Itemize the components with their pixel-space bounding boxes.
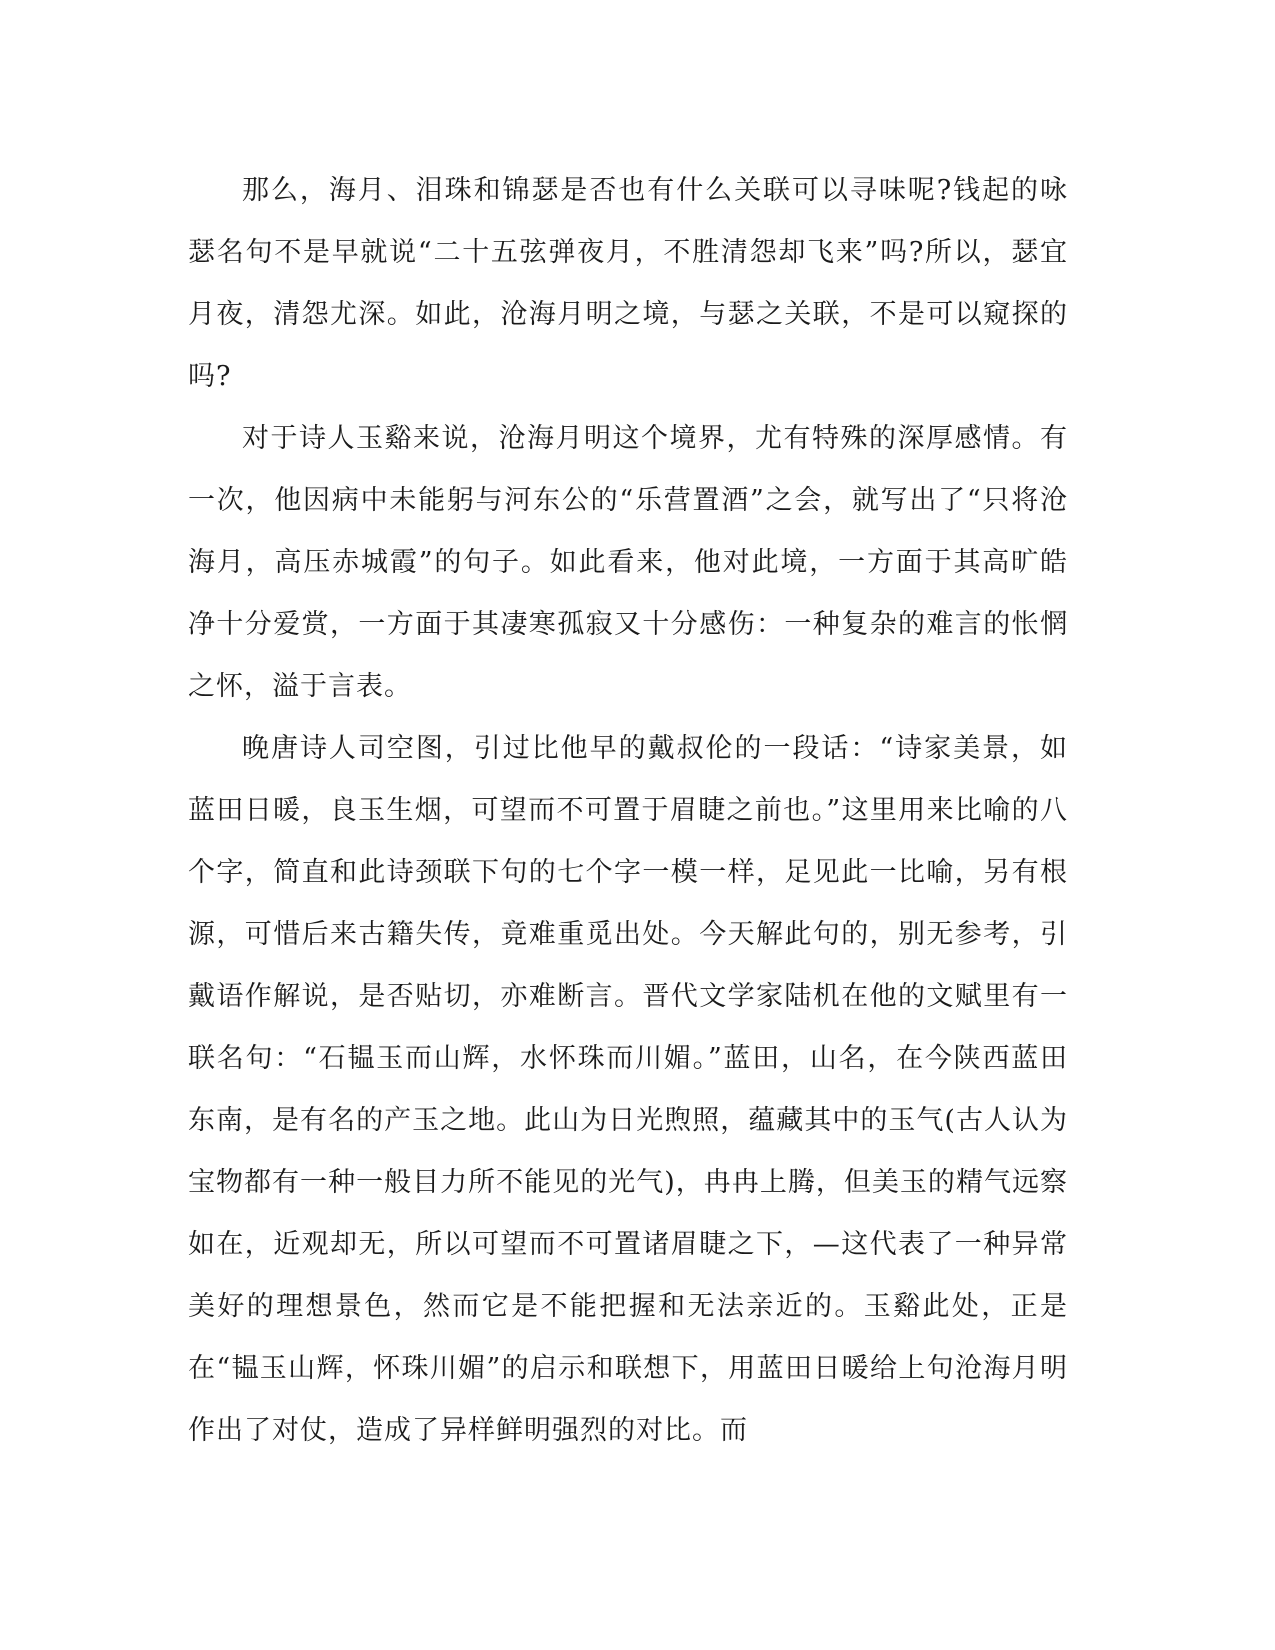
paragraph-3: 晚唐诗人司空图，引过比他早的戴叔伦的一段话：“诗家美景，如蓝田日暖，良玉生烟，可望而不可置于眉睫之前也。”这里用来比喻的八个字，简直和此诗颈联下句的七个字一模一样，足见此一比喻，另有根源，可惜后来古籍失传，竟难重觅出处。今天解此句的，别无参考，引戴语作解说，是否贴切，亦难断言。晋代文学家陆机在他的文赋里有一联名句：“石韫玉而山辉，水怀珠而川媚。”蓝田，山名，在今陕西蓝田东南，是有名的产玉之地。此山为日光煦照，蕴藏其中的玉气(古人认为宝物都有一种一般目力所不能见的光气)，冉冉上腾，但美玉的精气远察如在，近观却无，所以可望而不可置诸眉睫之下，—这代表了一种异常美好的理想景色，然而它是不能把握和无法亲近的。玉谿此处，正是在“韫玉山辉，怀珠川媚”的启示和联想下，用蓝田日暖给上句沧海月明作出了对仗，造成了异样鲜明强烈的对比。而: [188, 733, 1068, 1446]
paragraph-1: 那么，海月、泪珠和锦瑟是否也有什么关联可以寻味呢?钱起的咏瑟名句不是早就说“二十五弦弹夜月，不胜清怨却飞来”吗?所以，瑟宜月夜，清怨尤深。如此，沧海月明之境，与瑟之关联，不是可以窥探的吗?: [188, 175, 1068, 392]
document-body: [188, 160, 1068, 1462]
paragraph-2: 对于诗人玉谿来说，沧海月明这个境界，尤有特殊的深厚感情。有一次，他因病中未能躬与河东公的“乐营置酒”之会，就写出了“只将沧海月，高压赤城霞”的句子。如此看来，他对此境，一方面于其高旷皓净十分爱赏，一方面于其凄寒孤寂又十分感伤：一种复杂的难言的怅惘之怀，溢于言表。: [188, 423, 1068, 702]
